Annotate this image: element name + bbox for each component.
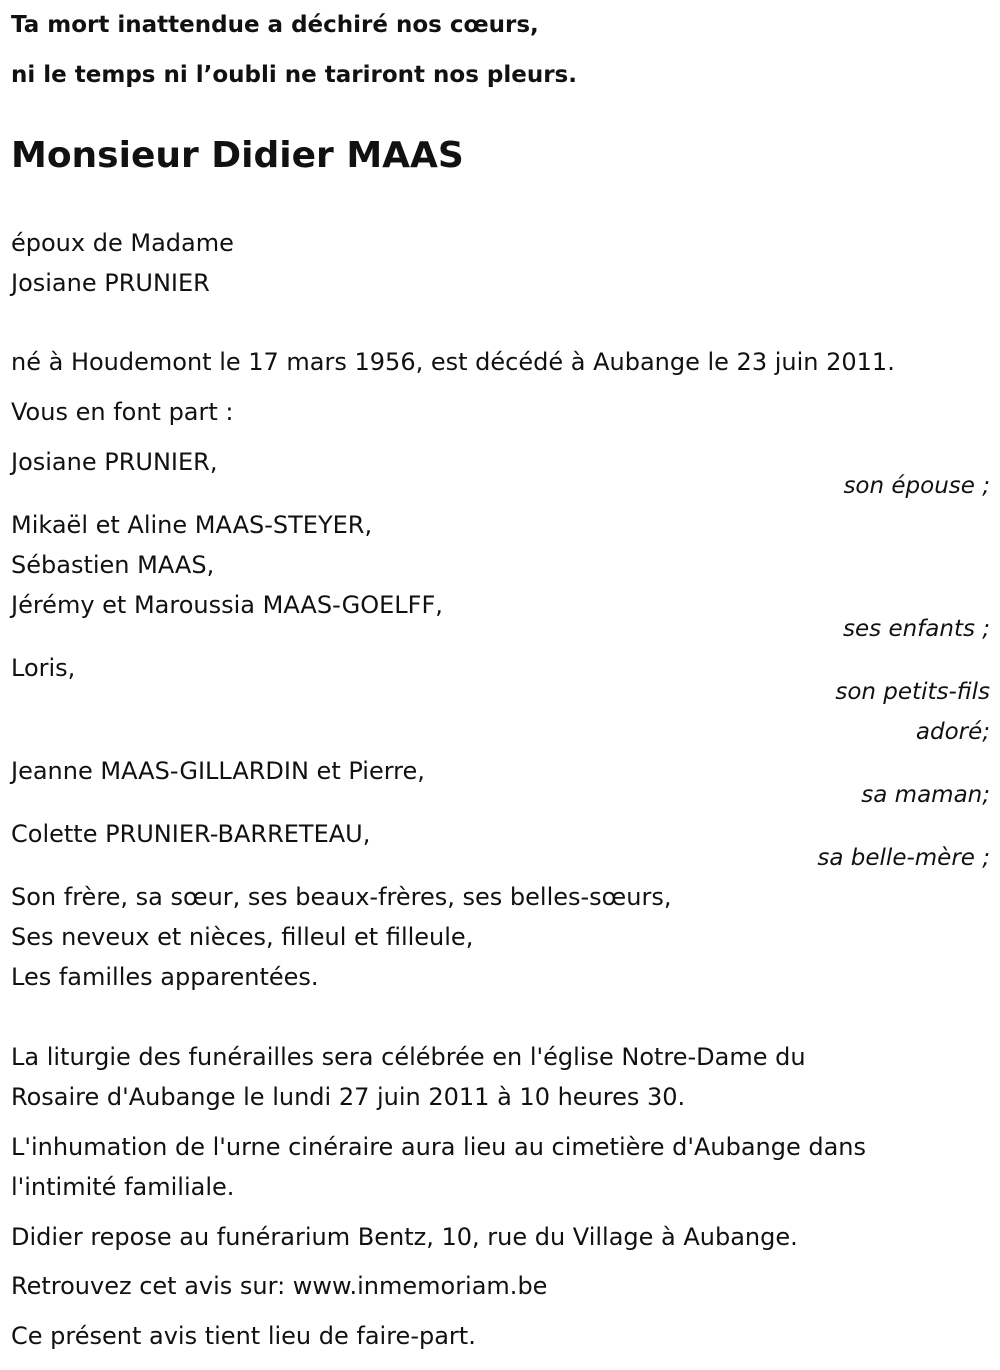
- family-grandson-name: Loris,: [11, 654, 76, 682]
- epigraph-line-1: Ta mort inattendue a déchiré nos cœurs,: [11, 12, 539, 38]
- family-child-2: Sébastien MAAS,: [11, 551, 215, 579]
- ceremony-burial-1: L'inhumation de l'urne cinéraire aura lieu au cimetière d'Aubange dans: [11, 1133, 867, 1161]
- ceremony-website: Retrouvez cet avis sur: www.inmemoriam.be: [11, 1272, 548, 1300]
- family-others-1: Son frère, sa sœur, ses beaux-frères, ses belles-sœurs,: [11, 883, 672, 911]
- family-children-role: ses enfants ;: [843, 616, 990, 642]
- family-mother-in-law-name: Colette PRUNIER-BARRETEAU,: [11, 820, 371, 848]
- family-mother-in-law-role: sa belle-mère ;: [817, 845, 990, 871]
- family-child-1: Mikaël et Aline MAAS-STEYER,: [11, 511, 373, 539]
- family-child-3: Jérémy et Maroussia MAAS-GOELFF,: [11, 591, 443, 619]
- deceased-name: Monsieur Didier MAAS: [11, 135, 464, 176]
- spouse-name: Josiane PRUNIER: [11, 269, 210, 297]
- ceremony-liturgy-2: Rosaire d'Aubange le lundi 27 juin 2011 à 10 heures 30.: [11, 1083, 686, 1111]
- family-spouse-name: Josiane PRUNIER,: [11, 448, 218, 476]
- spouse-intro: époux de Madame: [11, 229, 234, 257]
- ceremony-notice: Ce présent avis tient lieu de faire-part.: [11, 1322, 476, 1350]
- ceremony-burial-2: l'intimité familiale.: [11, 1173, 235, 1201]
- family-spouse-role: son épouse ;: [843, 473, 990, 499]
- family-grandson-role-2: adoré;: [915, 719, 990, 745]
- epigraph-line-2: ni le temps ni l’oubli ne tariront nos pleurs.: [11, 62, 577, 88]
- family-others-2: Ses neveux et nièces, filleul et filleule,: [11, 923, 474, 951]
- family-mother-role: sa maman;: [861, 782, 990, 808]
- announcement-intro: Vous en font part :: [11, 398, 234, 426]
- family-mother-name: Jeanne MAAS-GILLARDIN et Pierre,: [11, 757, 425, 785]
- family-others-3: Les familles apparentées.: [11, 963, 319, 991]
- birth-death-line: né à Houdemont le 17 mars 1956, est décédé à Aubange le 23 juin 2011.: [11, 348, 895, 376]
- ceremony-rest: Didier repose au funérarium Bentz, 10, rue du Village à Aubange.: [11, 1223, 798, 1251]
- ceremony-liturgy-1: La liturgie des funérailles sera célébrée en l'église Notre-Dame du: [11, 1043, 806, 1071]
- family-grandson-role-1: son petits-fils: [835, 679, 990, 705]
